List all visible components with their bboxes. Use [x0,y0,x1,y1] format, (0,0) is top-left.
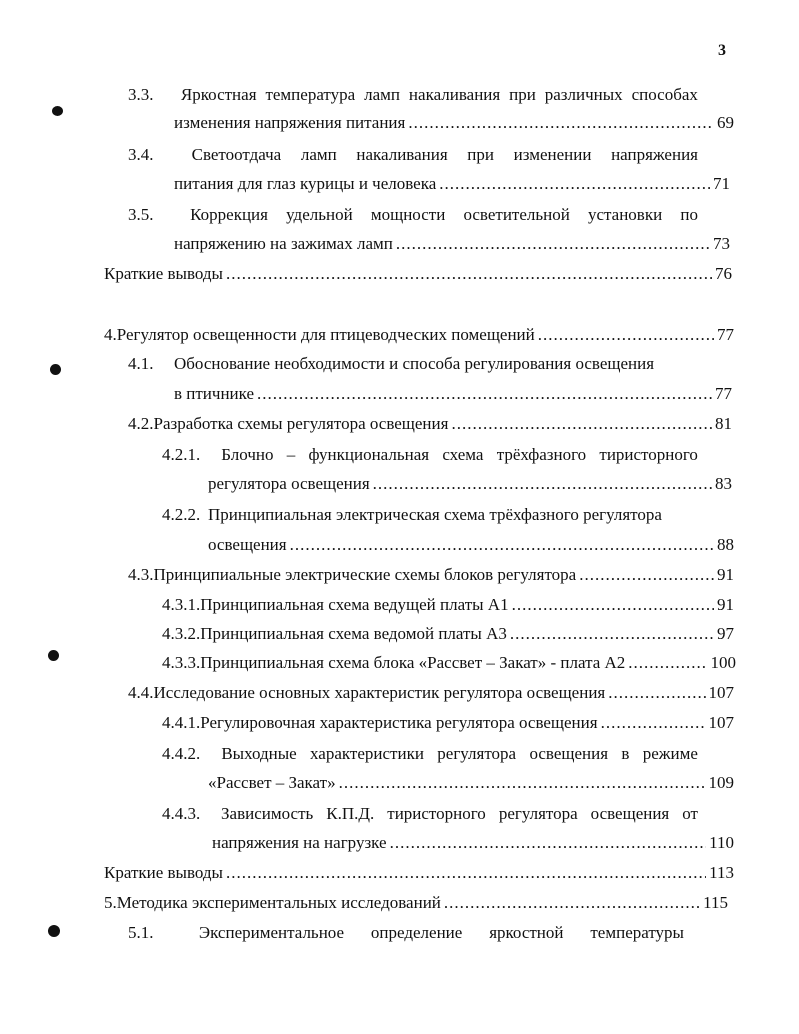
page-ref: 76 [715,264,732,283]
toc-entry-3-5-cont: напряжению на зажимах ламп ..... 73 [174,232,730,256]
punch-hole-mark [50,364,61,375]
page-ref: 110 [709,833,734,852]
toc-entry-4-1-cont: в птичнике ..... 77 [174,382,732,406]
page-ref: 97 [717,624,734,643]
page-ref: 81 [715,414,732,433]
toc-entry-summary-4: Краткие выводы ..... 113 [104,861,734,885]
toc-entry-4-2-1: 4.2.1. Блочно – функциональная схема трёхфазного тиристорного [162,445,698,464]
toc-entry-4-4-3-cont: напряжения на нагрузке ..... 110 [212,831,734,855]
page-ref: 71 [713,174,730,193]
toc-entry-3-5: 3.5. Коррекция удельной мощности осветительной установки по [128,205,698,224]
toc-entry-4: 4. Регулятор освещенности для птицеводческих помещений ..... 77 [104,323,734,347]
punch-hole-mark [52,106,63,116]
toc-entry-4-1: 4.1. Обоснование необходимости и способа регулирования освещения [128,354,655,373]
toc-entry-3-3: 3.3. Яркостная температура ламп накаливания при различных способах [128,85,698,104]
toc-entry-4-4-1: 4.4.1. Регулировочная характеристика регулятора освещения ..... 107 [162,711,734,735]
toc-entry-3-4: 3.4. Светоотдача ламп накаливания при изменении напряжения [128,145,698,164]
page-ref: 109 [708,773,734,792]
toc-entry-4-3: 4.3. Принципиальные электрические схемы блоков регулятора ..... 91 [128,563,734,587]
toc-entry-4-4-2: 4.4.2. Выходные характеристики регулятора освещения в режиме [162,744,698,763]
toc-entry-4-3-2: 4.3.2. Принципиальная схема ведомой платы А3 ..... 97 [162,622,734,646]
page-ref: 113 [709,863,734,882]
page-ref: 83 [715,474,732,493]
punch-hole-mark [48,925,60,937]
toc-entry-4-2-2: 4.2.2. Принципиальная электрическая схема трёхфазного регулятора [162,505,662,524]
toc-entry-4-4-2-cont: «Рассвет – Закат» ..... 109 [208,771,734,795]
page-ref: 115 [703,893,728,912]
toc-entry-4-2-2-cont: освещения ..... 88 [208,533,734,557]
punch-hole-mark [48,650,59,661]
toc-entry-3-3-cont: изменения напряжения питания ..... 69 [174,111,734,135]
page-ref: 73 [713,234,730,253]
page-ref: 77 [715,384,732,403]
page-ref: 91 [717,565,734,584]
toc-entry-3-4-cont: питания для глаз курицы и человека ..... 71 [174,172,730,196]
page-ref: 69 [717,113,734,132]
toc-entry-4-2-1-cont: регулятора освещения ..... 83 [208,472,732,496]
toc-entry-4-3-3: 4.3.3. Принципиальная схема блока «Рассвет – Закат» - плата А2 ..... 100 [162,651,736,675]
page-ref: 100 [710,653,736,672]
toc-entry-4-3-1: 4.3.1. Принципиальная схема ведущей платы А1 ..... 91 [162,593,734,617]
page-ref: 88 [717,535,734,554]
toc-entry-5: 5. Методика экспериментальных исследований ..... 115 [104,891,728,915]
page-ref: 77 [717,325,734,344]
toc-entry-4-4-3: 4.4.3. Зависимость К.П.Д. тиристорного регулятора освещения от [162,804,698,823]
toc-entry-summary-3: Краткие выводы ..... 76 [104,262,732,286]
page-ref: 107 [708,683,734,702]
page-number: 3 [718,42,726,59]
page-ref: 91 [717,595,734,614]
page-ref: 107 [708,713,734,732]
toc-entry-4-4: 4.4. Исследование основных характеристик регулятора освещения ..... 107 [128,681,734,705]
toc-entry-5-1: 5.1. Экспериментальное определение яркостной температуры [128,923,684,942]
toc-entry-4-2: 4.2. Разработка схемы регулятора освещения ..... 81 [128,412,732,436]
